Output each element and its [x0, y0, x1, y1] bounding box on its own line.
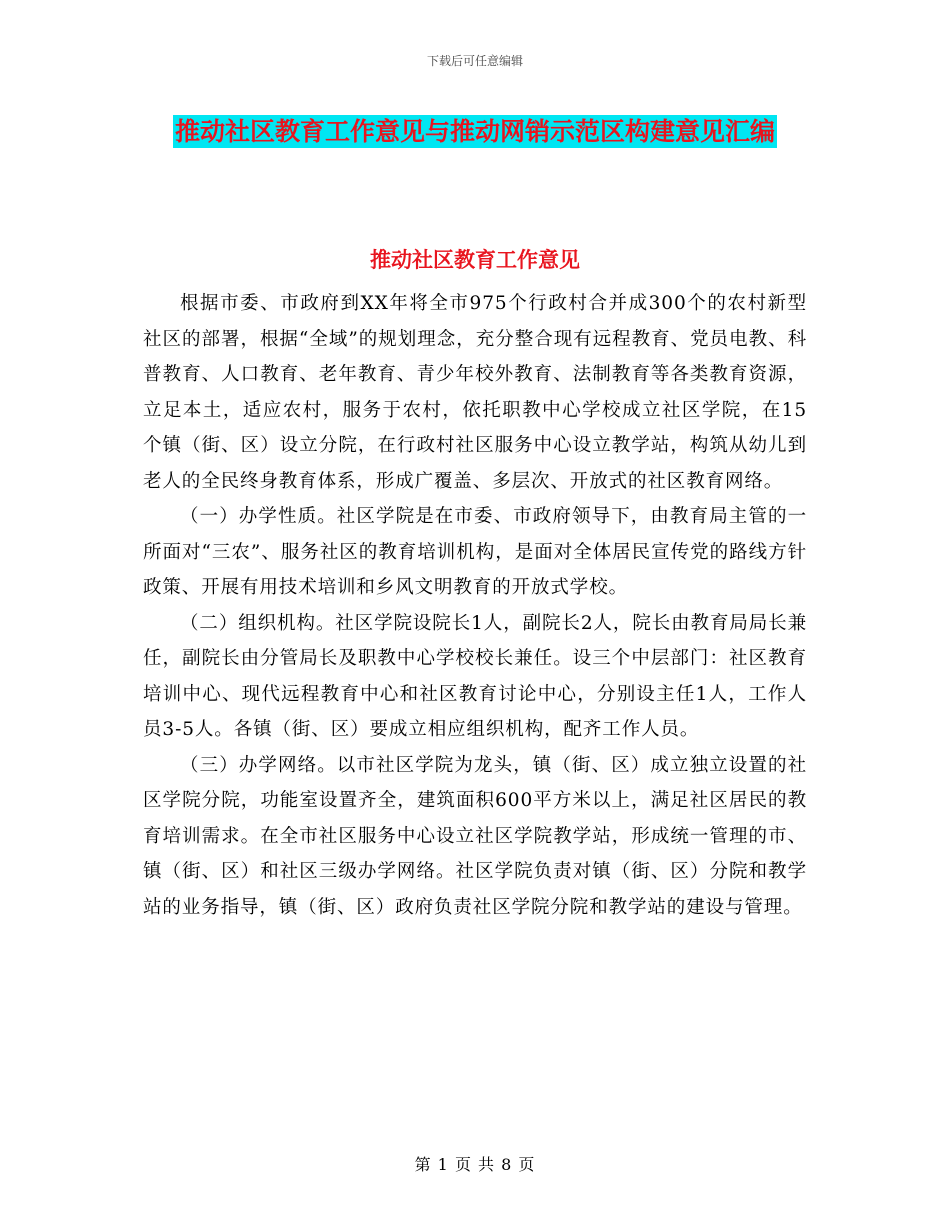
paragraph-nature: （一）办学性质。社区学院是在市委、市政府领导下，由教育局主管的一所面对“三农”、服务社区的教育培训机构，是面对全体居民宣传党的路线方针政策、开展有用技术培训和乡风文明教育的开放式学校。 — [143, 506, 807, 598]
paragraph-organization: （二）组织机构。社区学院设院长1人，副院长2人，院长由教育局局长兼任，副院长由分管局长及职教中心学校校长兼任。设三个中层部门：社区教育培训中心、现代远程教育中心和社区教育讨论中心，分别设主任1人，工作人员3-5人。各镇（街、区）要成立相应组织机构，配齐工作人员。 — [143, 612, 807, 740]
section-title: 推动社区教育工作意见 — [370, 248, 580, 272]
paragraph-network: （三）办学网络。以市社区学院为龙头，镇（街、区）成立独立设置的社区学院分院，功能室设置齐全，建筑面积600平方米以上，满足社区居民的教育培训需求。在全市社区服务中心设立社区学院教学站，形成统一管理的市、镇（街、区）和社区三级办学网络。社区学院负责对镇（街、区）分院和教学站的业务指导，镇（街、区）政府负责社区学院分院和教学站的建设与管理。 — [143, 754, 807, 918]
document-title-text: 推动社区教育工作意见与推动网销示范区构建意见汇编 — [174, 117, 775, 146]
page-number: 第 1 页 共 8 页 — [414, 1155, 536, 1174]
document-body — [143, 286, 807, 925]
page-header-note: 下载后可任意编辑 — [426, 54, 523, 68]
paragraph-intro: 根据市委、市政府到XX年将全市975个行政村合并成300个的农村新型社区的部署，根据“全域”的规划理念，充分整合现有远程教育、党员电教、科普教育、人口教育、老年教育、青少年校外教育、法制教育等各类教育资源，立足本土，适应农村，服务于农村，依托职教中心学校成立社区学院，在15个镇（街、区）设立分院，在行政村社区服务中心设立教学站，构筑从幼儿到老人的全民终身教育体系，形成广覆盖、多层次、开放式的社区教育网络。 — [143, 293, 807, 492]
document-title — [143, 108, 807, 156]
